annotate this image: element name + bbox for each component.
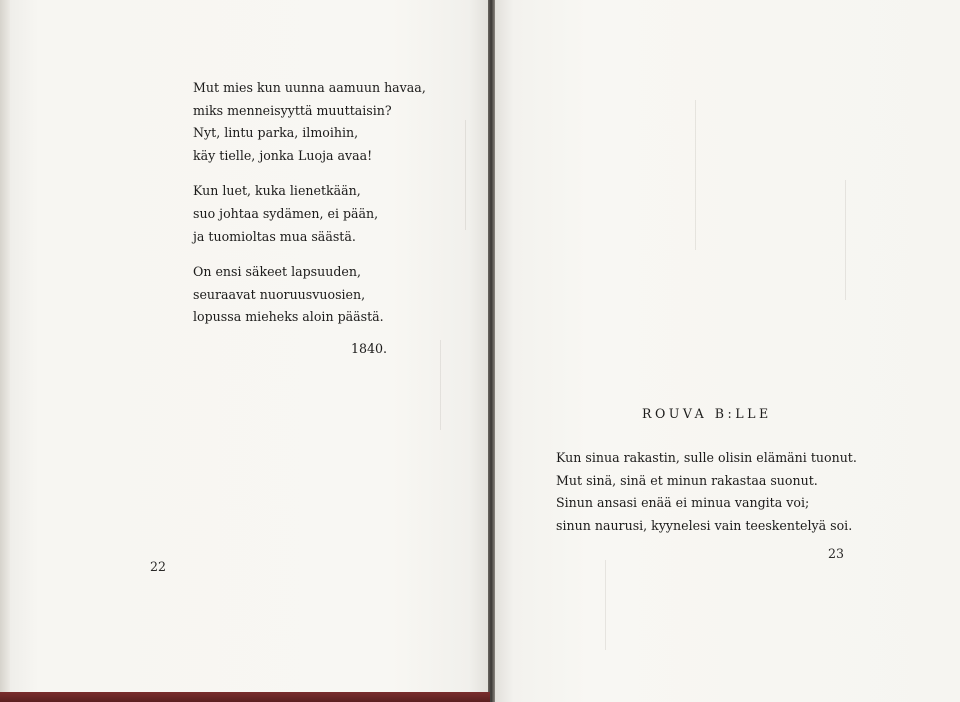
poem-line: Kun luet, kuka lienetkään, — [193, 183, 361, 199]
page-number-left: 22 — [150, 559, 167, 574]
poem-line: Mut sinä, sinä et minun rakastaa suonut. — [556, 472, 818, 488]
poem-line: lopussa mieheks aloin päästä. — [193, 309, 384, 325]
poem-title: ROUVA B:LLE — [642, 406, 772, 421]
page-edge — [0, 0, 10, 702]
poem-line: Nyt, lintu parka, ilmoihin, — [193, 125, 359, 141]
stanza — [193, 261, 426, 329]
paper-crease — [440, 340, 441, 430]
paper-crease — [845, 180, 846, 300]
cover-edge — [0, 692, 490, 702]
poem-date: 1840. — [351, 341, 388, 356]
book-gutter — [488, 0, 495, 702]
page-number-right: 23 — [828, 546, 845, 561]
poem-line: suo johtaa sydämen, ei pään, — [193, 205, 379, 221]
paper-crease — [605, 560, 606, 650]
poem-line: ja tuomioltas mua säästä. — [193, 228, 356, 244]
stanza — [193, 180, 426, 248]
poem-line: Kun sinua rakastin, sulle olisin elämäni tuonut. — [556, 450, 857, 465]
paper-crease — [695, 100, 696, 250]
poem-line: miks menneisyyttä muuttaisin? — [193, 102, 392, 118]
poem-line: On ensi säkeet lapsuuden, — [193, 264, 361, 280]
poem-line: seuraavat nuoruusvuosien, — [193, 286, 366, 302]
paper-crease — [465, 120, 466, 230]
poem-line: Sinun ansasi enää ei minua vangita voi; — [556, 495, 810, 511]
poem-line: Mut mies kun uunna aamuun havaa, — [193, 80, 426, 95]
poem-line: sinun naurusi, kyynelesi vain teeskentelyä soi. — [556, 517, 853, 533]
right-page — [495, 0, 960, 702]
poem-line: käy tielle, jonka Luoja avaa! — [193, 147, 373, 163]
left-poem — [193, 77, 426, 342]
right-poem — [556, 447, 857, 537]
stanza — [193, 77, 426, 167]
